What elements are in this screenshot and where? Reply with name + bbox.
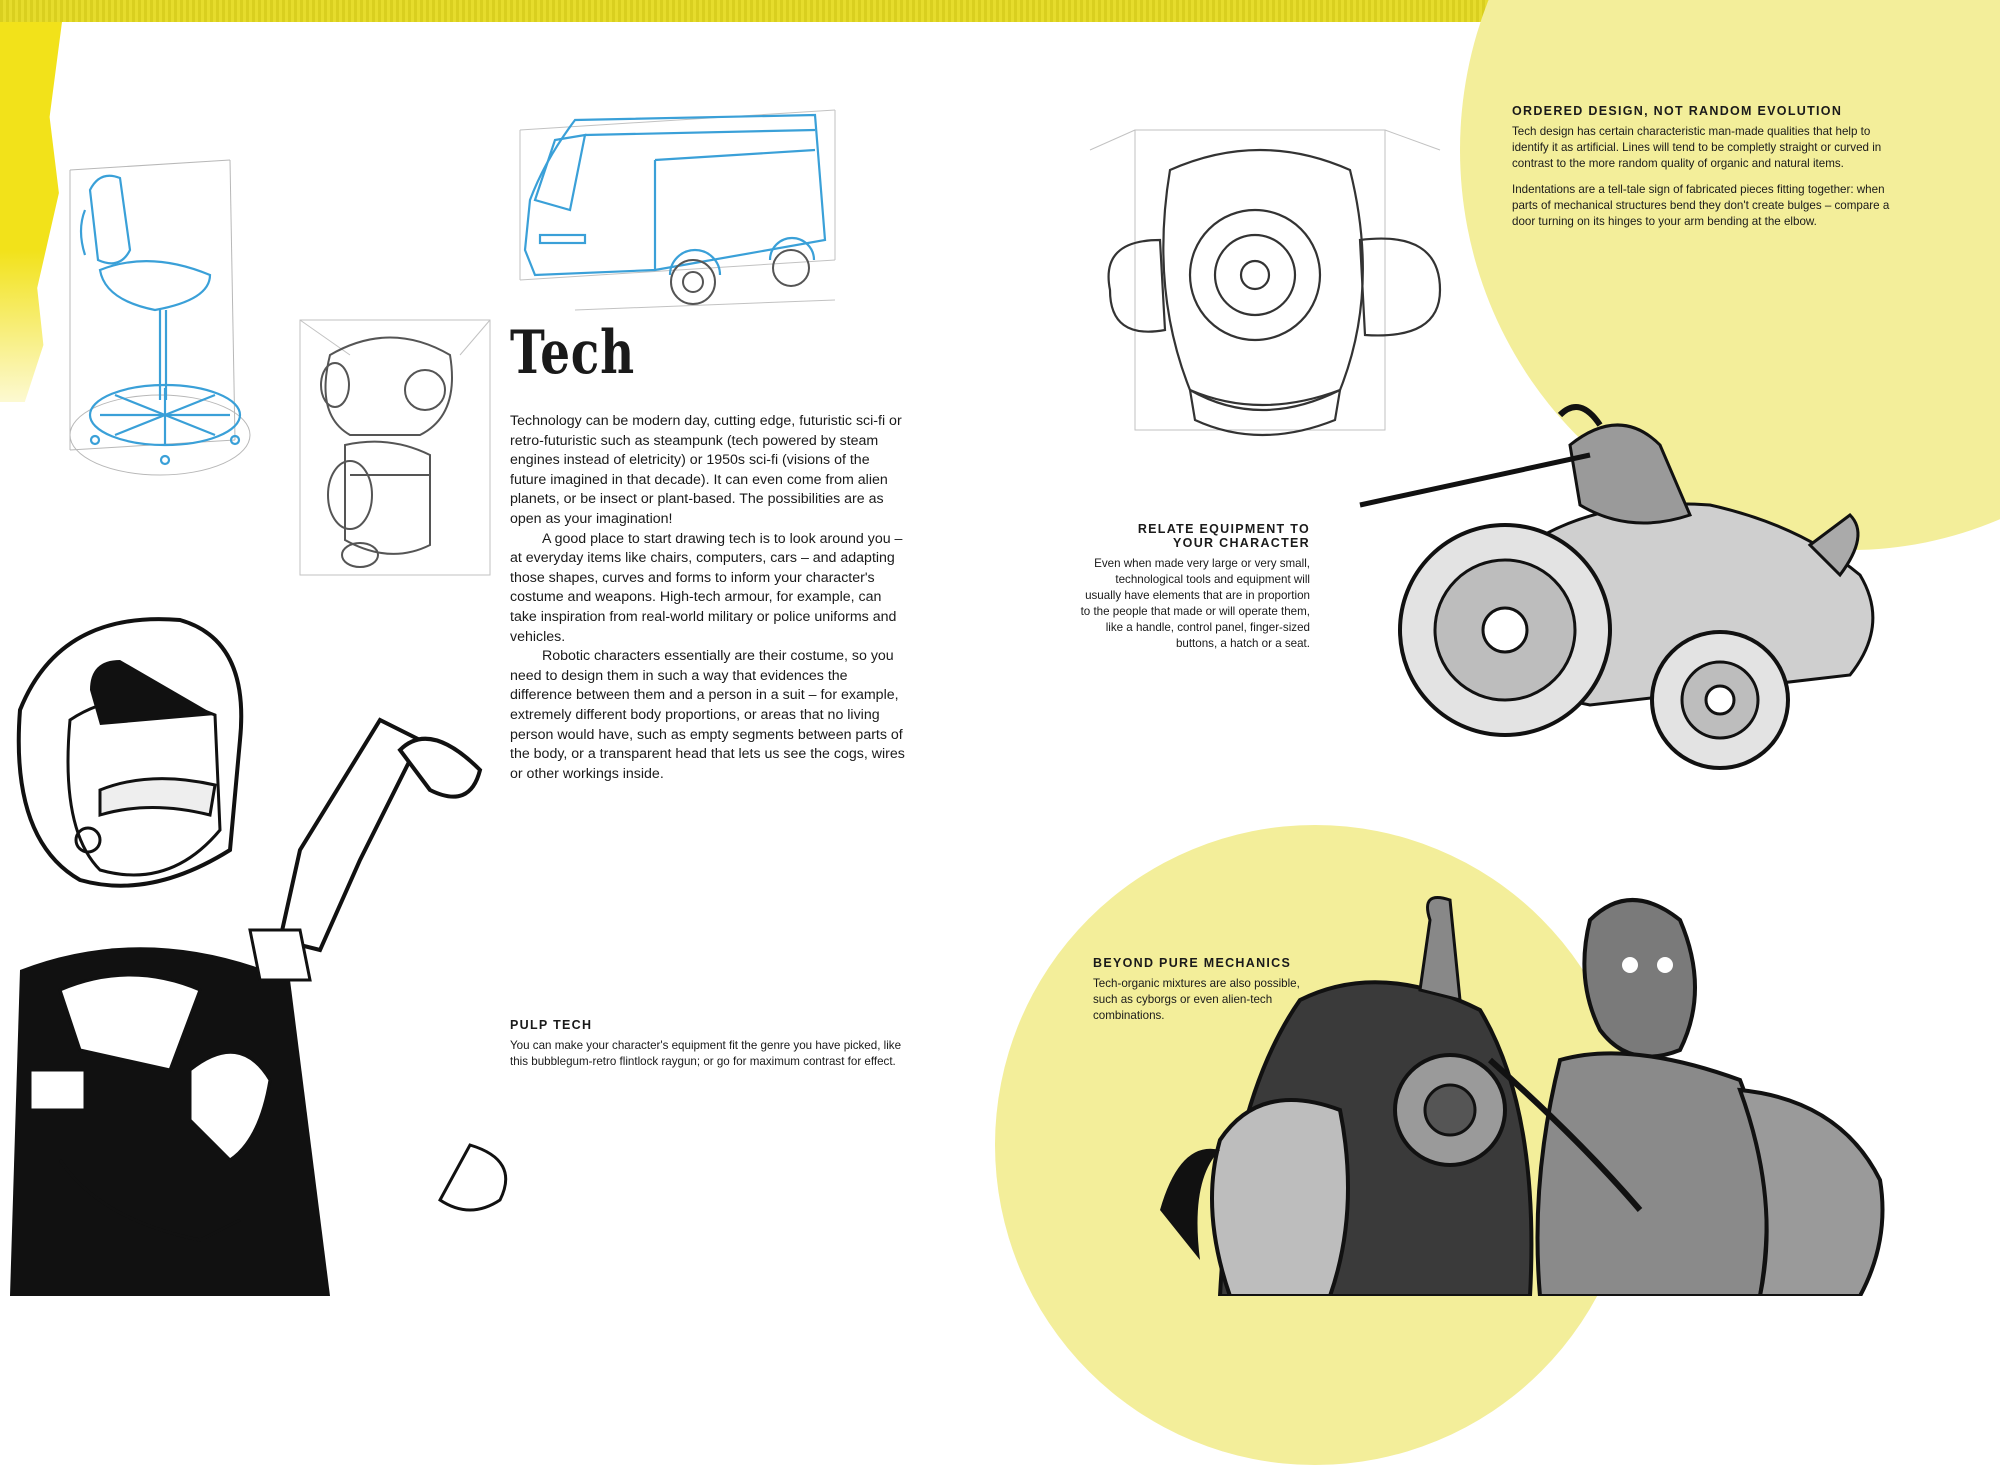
- caption-text: Indentations are a tell-tale sign of fabricated pieces fitting together: when parts of mechanical structures bend they don't create bulges – compare a door turning on its hinges to your arm bending at the elbow.: [1512, 183, 1890, 228]
- caption-relate-equipment: [1080, 522, 1310, 652]
- caption-title: PULP TECH: [510, 1018, 593, 1032]
- chair-sketch-illustration: [60, 150, 260, 510]
- caption-text: Tech design has certain characteristic man-made qualities that help to identify it as artificial. Lines will tend to be completly straight or curved in contrast to the more random quality of organic and natural items.: [1512, 125, 1882, 170]
- cyborg-illustration: [1160, 880, 2000, 1296]
- yellow-brush-stroke: [0, 22, 62, 402]
- caption-pulp-tech: [510, 1018, 910, 1070]
- caption-title-line: RELATE EQUIPMENT TO: [1137, 522, 1310, 536]
- main-body-text: [510, 412, 905, 784]
- caption-text: You can make your character's equipment fit the genre you have picked, like this bubblegum-retro flintlock raygun; or go for maximum contrast for effect.: [510, 1039, 902, 1068]
- caption-title: BEYOND PURE MECHANICS: [1093, 956, 1292, 970]
- body-paragraph: A good place to start drawing tech is to look around you – at everyday items like chairs, computers, cars – and adapting those shapes, curves and forms to inform your character's costume and weapons. High-tech armour, for example, can take inspiration from real-world military or police uniforms and vehicles.: [510, 530, 903, 645]
- van-sketch-illustration: [515, 100, 845, 315]
- caption-title-line: YOUR CHARACTER: [1173, 536, 1310, 550]
- page-title: Tech: [510, 318, 635, 388]
- body-paragraph: Technology can be modern day, cutting edge, futuristic sci-fi or retro-futuristic such as steampunk (tech powered by steam engines instead of eletricity) or 1950s sci-fi (visions of the future imagined in that decade). It can even come from alien planets, or be insect or plant-based. The possibilities are as open as your imagination!: [510, 413, 902, 527]
- caption-title: ORDERED DESIGN, NOT RANDOM EVOLUTION: [1512, 104, 1843, 118]
- caption-ordered-design: [1512, 104, 1907, 230]
- caption-title: [1080, 522, 1310, 550]
- caption-text: Even when made very large or very small, technological tools and equipment will usually have elements that are in proportion to the people that made or will operate them, like a handle, control panel, finger-sized buttons, a hatch or a seat.: [1080, 557, 1310, 650]
- caption-text: Tech-organic mixtures are also possible, such as cyborgs or even alien-tech combinations.: [1093, 977, 1300, 1022]
- robot-sketch-illustration: [290, 315, 500, 585]
- woman-raygun-illustration: [0, 600, 510, 1296]
- hoverbike-illustration: [1330, 385, 1910, 785]
- caption-beyond-mechanics: [1093, 956, 1323, 1024]
- body-paragraph: Robotic characters essentially are their costume, so you need to design them in such a way that evidences the difference between them and a person in a suit – for example, extremely different body proportions, or areas that no living person would have, such as empty segments between parts of the body, or a transparent head that lets us see the cogs, wires or other workings inside.: [510, 648, 905, 782]
